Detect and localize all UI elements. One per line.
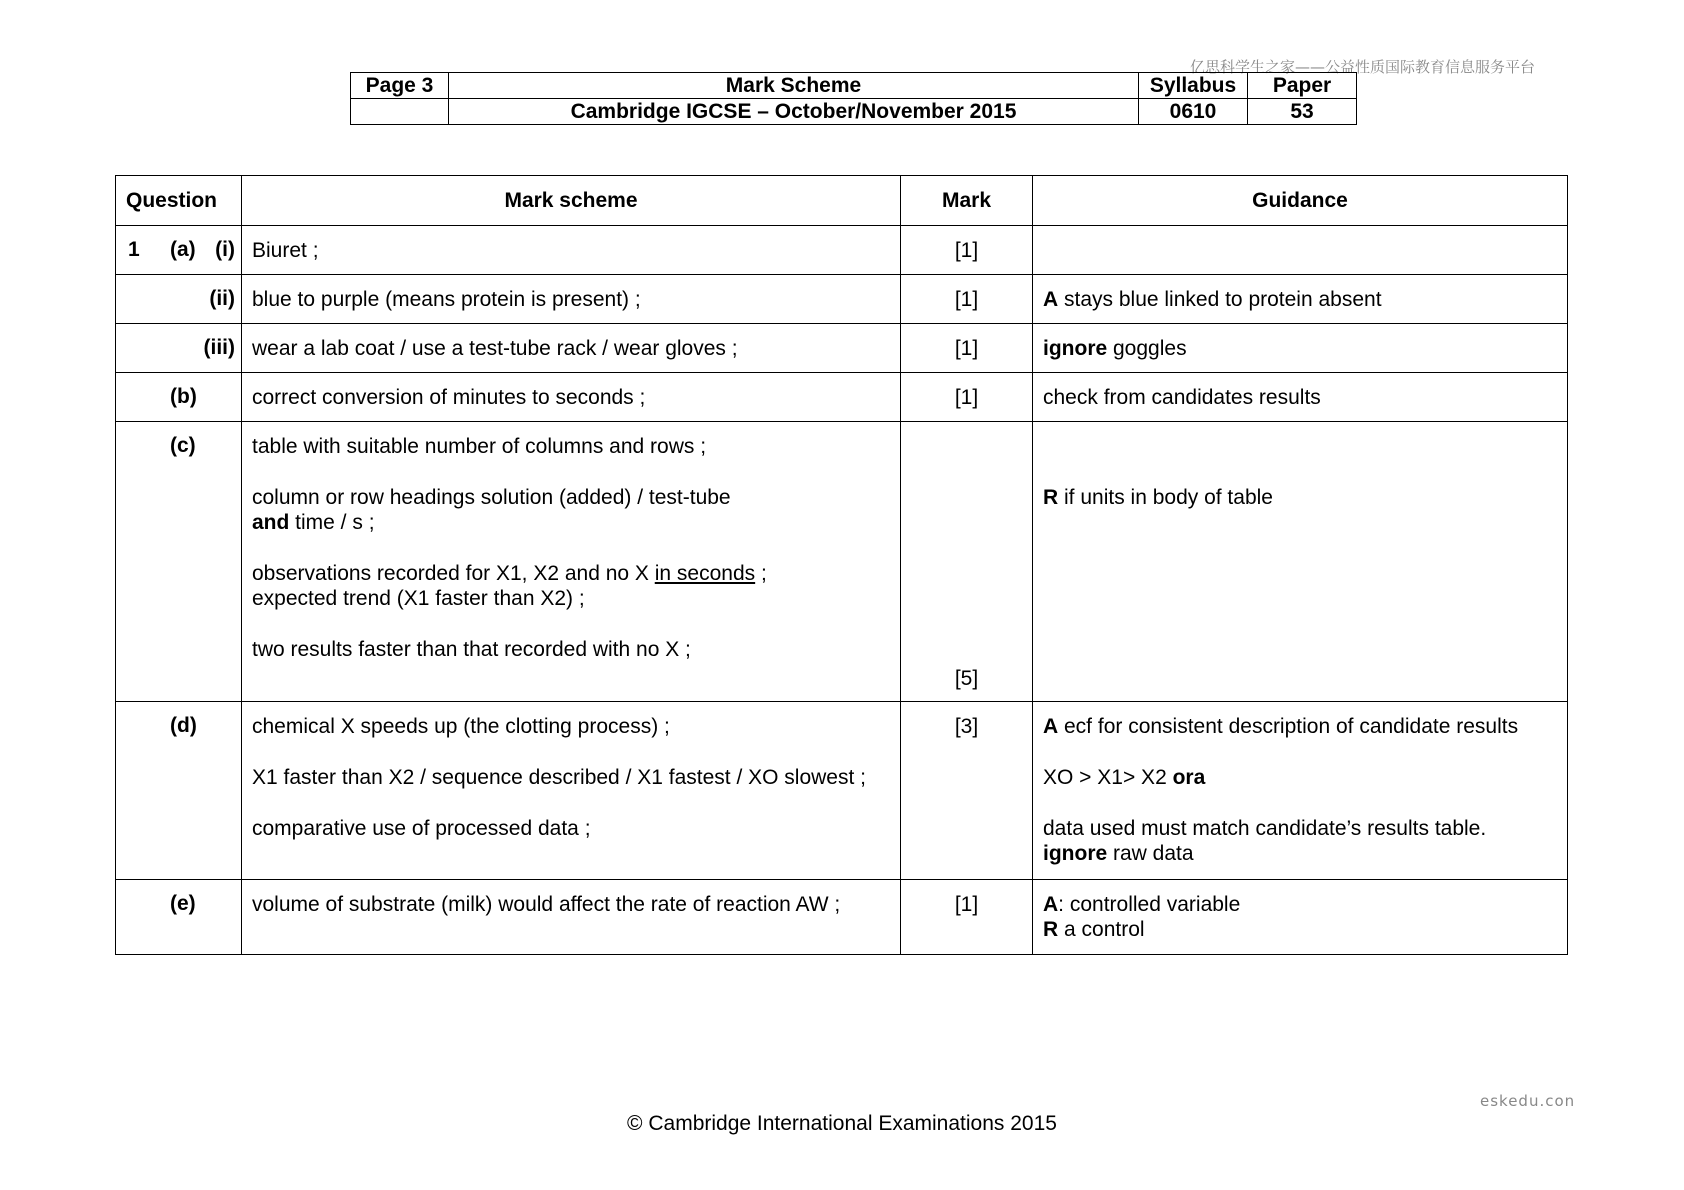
table-header-row — [116, 176, 1568, 226]
question-part: (d) — [170, 714, 197, 737]
mark-value: [5] — [954, 667, 979, 690]
table-row — [116, 373, 1568, 422]
scheme-cell — [242, 275, 901, 324]
header-guidance: Guidance — [1033, 176, 1568, 226]
guidance-text: raw data — [1107, 842, 1194, 865]
scheme-cell — [242, 702, 901, 880]
question-subpart: (i) — [215, 238, 235, 261]
question-subpart: (iii) — [203, 336, 235, 359]
table-row — [116, 324, 1568, 373]
question-part: (e) — [170, 892, 196, 915]
guidance-text: stays blue linked to protein absent — [1058, 288, 1382, 311]
scheme-text: X1 faster than X2 / sequence described / X1 fastest / XO slowest ; — [252, 766, 866, 789]
question-cell — [116, 373, 242, 422]
scheme-cell — [242, 373, 901, 422]
scheme-text: chemical X speeds up (the clotting process) ; — [252, 715, 670, 738]
guidance-text: a control — [1058, 918, 1145, 941]
guidance-cell — [1033, 324, 1568, 373]
scheme-text: blue to purple (means protein is present) ; — [252, 288, 641, 311]
question-number: 1 — [128, 238, 140, 261]
guidance-cell — [1033, 422, 1568, 702]
header-question: Question — [116, 176, 242, 226]
paper-label: Paper — [1248, 73, 1357, 99]
guidance-keyword: ignore — [1043, 337, 1108, 360]
question-cell — [116, 702, 242, 880]
guidance-text: : controlled variable — [1058, 893, 1241, 916]
guidance-cell — [1033, 226, 1568, 275]
watermark-url: eskedu.con — [1480, 1092, 1576, 1110]
guidance-keyword: R — [1043, 486, 1059, 509]
watermark-text: 亿思科学生之家——公益性质国际教育信息服务平台 — [1190, 58, 1536, 76]
syllabus-code: 0610 — [1139, 99, 1248, 125]
table-row — [116, 880, 1568, 955]
guidance-keyword: ignore — [1043, 842, 1108, 865]
question-part: (b) — [170, 385, 197, 408]
scheme-cell — [242, 422, 901, 702]
mark-cell — [901, 226, 1033, 275]
guidance-keyword: A — [1043, 288, 1059, 311]
scheme-text: volume of substrate (milk) would affect the rate of reaction AW ; — [252, 893, 841, 916]
scheme-text: expected trend (X1 faster than X2) ; — [252, 587, 585, 610]
question-cell — [116, 422, 242, 702]
guidance-text: XO > X1> X2 — [1043, 766, 1173, 789]
question-subpart: (ii) — [209, 287, 235, 310]
scheme-text: table with suitable number of columns and rows ; — [252, 435, 707, 458]
page-number: Page 3 — [351, 73, 449, 99]
table-row — [116, 422, 1568, 702]
syllabus-label: Syllabus — [1139, 73, 1248, 99]
doc-title: Mark Scheme — [449, 73, 1139, 99]
guidance-cell — [1033, 880, 1568, 955]
question-cell — [116, 226, 242, 275]
guidance-cell — [1033, 373, 1568, 422]
guidance-text: goggles — [1107, 337, 1187, 360]
guidance-text: ecf for consistent description of candidate results — [1058, 715, 1519, 738]
mark-cell — [901, 880, 1033, 955]
exam-title: Cambridge IGCSE – October/November 2015 — [449, 99, 1139, 125]
question-part: (c) — [170, 434, 196, 457]
scheme-text: correct conversion of minutes to seconds ; — [252, 386, 646, 409]
scheme-underlined-text: in seconds — [654, 562, 756, 585]
scheme-text: column or row headings solution (added) / test-tube — [252, 486, 731, 509]
table-row — [116, 275, 1568, 324]
guidance-keyword: A — [1043, 715, 1059, 738]
scheme-text: observations recorded for X1, X2 and no X — [252, 562, 655, 585]
guidance-text: if units in body of table — [1058, 486, 1273, 509]
guidance-text: data used must match candidate’s results table. — [1043, 817, 1487, 840]
guidance-keyword: R — [1043, 918, 1059, 941]
mark-scheme-table — [115, 175, 1568, 955]
scheme-text: two results faster than that recorded with no X ; — [252, 638, 691, 661]
mark-cell — [901, 275, 1033, 324]
scheme-text: ; — [755, 562, 767, 585]
mark-cell — [901, 702, 1033, 880]
scheme-keyword: and — [252, 511, 290, 534]
scheme-cell — [242, 324, 901, 373]
mark-value: [1] — [954, 893, 979, 916]
mark-value: [1] — [954, 386, 979, 409]
mark-cell — [901, 422, 1033, 702]
question-cell — [116, 275, 242, 324]
mark-value: [1] — [954, 288, 979, 311]
guidance-keyword: A — [1043, 893, 1059, 916]
question-cell — [116, 324, 242, 373]
header-mark-scheme: Mark scheme — [242, 176, 901, 226]
mark-value: [1] — [954, 337, 979, 360]
guidance-text: check from candidates results — [1043, 386, 1321, 409]
mark-value: [3] — [954, 715, 979, 738]
header-mark: Mark — [901, 176, 1033, 226]
question-part: (a) — [170, 238, 196, 261]
scheme-text: wear a lab coat / use a test-tube rack / wear gloves ; — [252, 337, 738, 360]
mark-value: [1] — [954, 239, 979, 262]
page-number-blank — [351, 99, 449, 125]
copyright-footer: © Cambridge International Examinations 2015 — [627, 1112, 1057, 1135]
header-table — [350, 72, 1357, 125]
scheme-cell — [242, 226, 901, 275]
scheme-text: Biuret ; — [252, 239, 319, 262]
guidance-cell — [1033, 275, 1568, 324]
scheme-text: comparative use of processed data ; — [252, 817, 591, 840]
mark-cell — [901, 324, 1033, 373]
table-row — [116, 702, 1568, 880]
guidance-cell — [1033, 702, 1568, 880]
guidance-keyword: ora — [1172, 766, 1206, 789]
scheme-cell — [242, 880, 901, 955]
table-row — [116, 226, 1568, 275]
scheme-text: time / s ; — [289, 511, 375, 534]
question-cell — [116, 880, 242, 955]
mark-cell — [901, 373, 1033, 422]
paper-number: 53 — [1248, 99, 1357, 125]
